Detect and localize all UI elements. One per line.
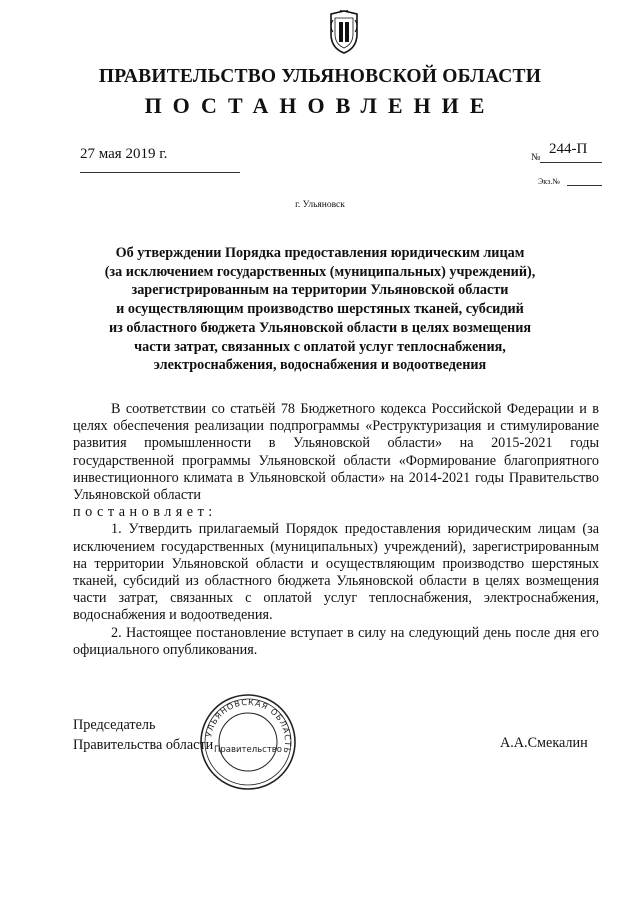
coat-of-arms-emblem	[327, 10, 361, 54]
subject-line: Об утверждении Порядка предоставления юридическим лицам	[115, 245, 525, 261]
number-underline	[540, 162, 602, 163]
position-line: Председатель	[73, 717, 156, 733]
document-date: 27 мая 2019 г.	[80, 146, 168, 162]
decree-word: постановляет:	[73, 504, 217, 521]
copy-number-label: Экз.№	[538, 177, 560, 186]
document-number: 244-П	[549, 141, 588, 157]
position-line: Правительства области	[73, 736, 214, 753]
government-title: ПРАВИТЕЛЬСТВО УЛЬЯНОВСКОЙ ОБЛАСТИ	[98, 66, 542, 87]
number-sign: №	[531, 152, 541, 163]
decree-word-paragraph	[73, 504, 599, 521]
subject-line: электроснабжения, водоснабжения и водоотведения	[153, 357, 487, 374]
city: г. Ульяновск	[295, 200, 345, 210]
document-body	[73, 401, 599, 659]
signatory-name: А.А.Смекалин	[500, 735, 588, 751]
seal-center-text: Правительство	[214, 745, 282, 755]
subject-line: зарегистрированным на территории Ульяновской области	[131, 282, 509, 299]
document-subject	[70, 244, 570, 375]
official-seal	[198, 692, 298, 792]
date-underline	[80, 172, 240, 173]
item-2-paragraph: 2. Настоящее постановление вступает в силу на следующий день после дня его официального опубликования.	[73, 624, 599, 658]
preamble-paragraph: В соответствии со статьёй 78 Бюджетного кодекса Российской Федерации и в целях обеспечения реализации подпрограммы «Реструктуризация и стимулирование развития промышленности в Ульяновской области» на 2015-2021 годы государственной программы Ульяновской области «Формирование благоприятного инвестиционного климата в Ульяновской области» на 2014-2021 годы Правительство Ульяновской области	[73, 401, 599, 504]
subject-line: и осуществляющим производство шерстяных тканей, субсидий	[116, 301, 524, 318]
signatory-position	[73, 716, 213, 755]
copy-number-underline	[567, 185, 602, 186]
subject-line: из областного бюджета Ульяновской области в целях возмещения	[108, 319, 532, 336]
item-1-paragraph: 1. Утвердить прилагаемый Порядок предоставления юридическим лицам (за исключением государственных (муниципальных) учреждений), зарегистрированным на территории Ульяновской области и осуществляющим производство шерстяных тканей, субсидий из областного бюджета Ульяновской области в целях возмещения части затрат, связанных с оплатой услуг теплоснабжения, электроснабжения, водоснабжения и водоотведения.	[73, 521, 599, 624]
seal-ring-text: УЛЬЯНОВСКАЯ ОБЛАСТЬ	[204, 697, 293, 755]
subject-line: части затрат, связанных с оплатой услуг теплоснабжения,	[134, 338, 506, 355]
document-type: ПОСТАНОВЛЕНИЕ	[144, 93, 496, 118]
subject-line: (за исключением государственных (муниципальных) учреждений),	[104, 263, 536, 280]
